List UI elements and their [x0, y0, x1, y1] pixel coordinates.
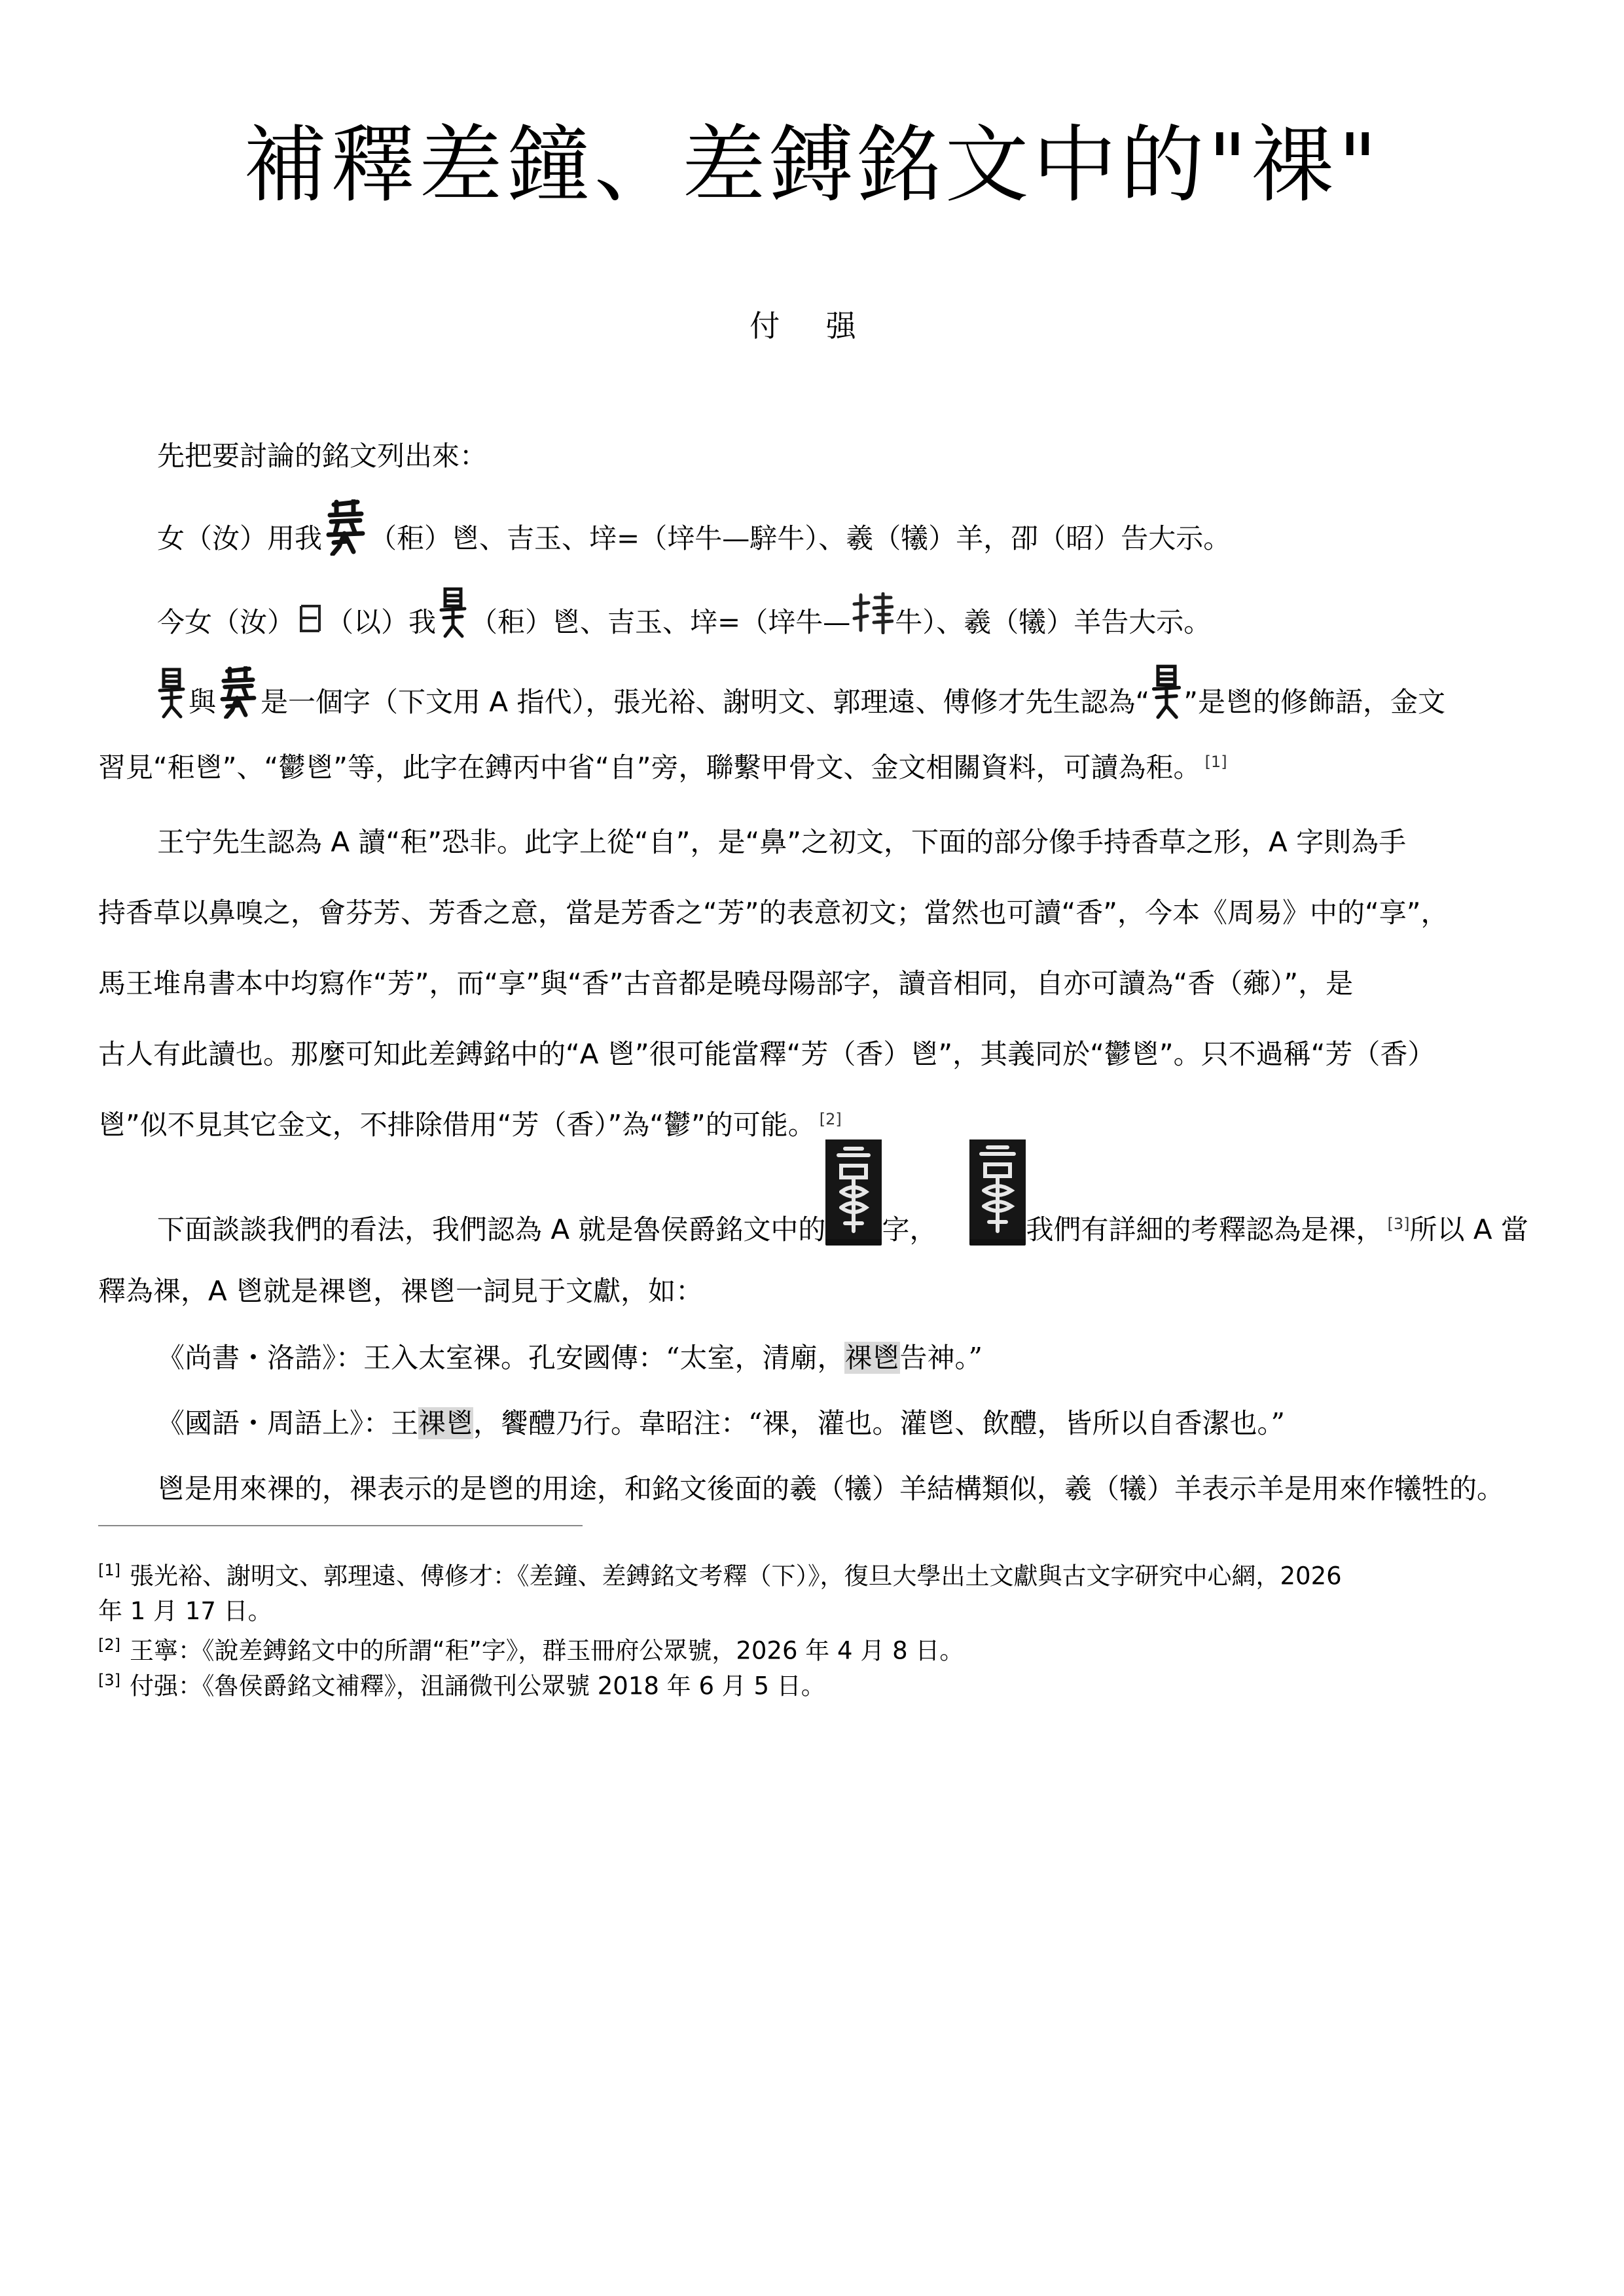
author: 付 强: [749, 308, 875, 344]
intro-text: 先把要討論的銘文列出來：: [157, 440, 488, 472]
inscription-1-b: （秬）鬯、吉玉、垶=（垶牛—騂牛）、羲（犧）羊，卲（昭）告大示。: [369, 522, 1231, 554]
ancient-glyph-a-variant-2: [439, 586, 467, 639]
quote-shangshu: [157, 1336, 983, 1376]
ancient-glyph-yi: [297, 602, 323, 635]
para-2-line-3: 馬王堆帛書本中均寫作“芳”，而“享”與“香”古音都是曉母陽部字，讀音相同，自亦可讀為“香（薌）”，是: [98, 967, 1354, 999]
quote-1-a: 《尚書・洛誥》：王入太室祼。孔安國傳：“太室，清廟，: [157, 1342, 845, 1374]
para-3-b: 字，: [882, 1213, 937, 1246]
inscription-1: [157, 517, 1231, 556]
ancient-glyph-xing: [852, 592, 893, 634]
footnote-3-text: 付强：《魯侯爵銘文補釋》，沮誦微刊公眾號 2018 年 6 月 5 日。: [130, 1672, 825, 1700]
quote-2-a: 《國語・周語上》：王: [157, 1407, 419, 1439]
page-title: 補釋差鐘、差鎛銘文中的"祼": [243, 117, 1381, 214]
para-1-b: 是一個字（下文用 A 指代），張光裕、謝明文、郭理遠、傅修才先生認為“: [261, 686, 1150, 718]
para-1-line-2: [98, 746, 1227, 785]
para-1-d: 習見“秬鬯”、“鬱鬯”等，此字在鎛丙中省“自”旁，聯繫甲骨文、金文相關資料，可讀為秬。: [98, 751, 1201, 783]
para-3-a: 下面談談我們的看法，我們認為 A 就是魯侯爵銘文中的: [157, 1213, 826, 1246]
footnote-separator: [98, 1525, 583, 1526]
para-2-line-1: 王宁先生認為 A 讀“秬”恐非。此字上從“自”，是“鼻”之初文，下面的部分像手持香草之形，A 字則為手: [157, 826, 1407, 858]
footnote-ref-2[interactable]: [2]: [819, 1110, 842, 1128]
para-1-line-1: [157, 681, 1445, 720]
footnote-1-number: [1]: [98, 1561, 120, 1579]
footnote-3: [98, 1662, 1525, 1704]
bronze-rubbing-image-2: [969, 1139, 1026, 1246]
footnote-ref-3[interactable]: [3]: [1387, 1215, 1410, 1233]
para-2-line-5-text: 鬯”似不見其它金文，不排除借用“芳（香）”為“鬱”的可能。: [98, 1109, 816, 1141]
inscription-2-c: （秬）鬯、吉玉、垶=（垶牛—: [470, 606, 851, 638]
inscription-2-d: 牛）、羲（犧）羊告大示。: [895, 606, 1212, 638]
para-1-c: ”是鬯的修飾語，金文: [1183, 686, 1445, 718]
para-2-line-4: 古人有此讀也。那麼可知此差鎛銘中的“A 鬯”很可能當釋“芳（香）鬯”，其義同於“鬱鬯”。只不過稱“芳（香）: [98, 1038, 1435, 1070]
inscription-2-a: 今女（汝）: [157, 606, 295, 638]
para-1-a: 與: [189, 686, 217, 718]
para-3-c: 我們有詳細的考釋認為是祼，: [1026, 1213, 1384, 1246]
footnote-1: [98, 1552, 1525, 1629]
para-3-line-2: 釋為祼，A 鬯就是祼鬯，祼鬯一詞見于文獻，如：: [98, 1275, 704, 1307]
footnote-1-text: 張光裕、謝明文、郭理遠、傅修才：《差鐘、差鎛銘文考釋（下）》，復旦大學出土文獻與古文字研究中心網，2026: [130, 1562, 1342, 1590]
footnote-2-number: [2]: [98, 1636, 120, 1654]
ancient-glyph-a-variant-2: [157, 667, 186, 719]
quote-guoyu: [157, 1402, 1285, 1441]
inscription-1-a: 女（汝）用我: [157, 522, 323, 554]
para-2-line-5: [98, 1103, 842, 1143]
quote-2-b: ，饗醴乃行。韋昭注：“祼，灌也。灌鬯、飲醴，皆所以自香潔也。”: [473, 1407, 1285, 1439]
ancient-glyph-a-variant-1: [219, 666, 258, 719]
para-2-line-2: 持香草以鼻嗅之，會芬芳、芳香之意，當是芳香之“芳”的表意初文；當然也可讀“香”，今本《周易》中的“享”，: [98, 897, 1449, 929]
footnote-1-text-cont: 年 1 月 17 日。: [98, 1597, 272, 1626]
footnote-2-text: 王寧：《說差鎛銘文中的所謂“秬”字》，群玉冊府公眾號，2026 年 4 月 8 日。: [130, 1636, 964, 1665]
inscription-2: [157, 601, 1211, 640]
quote-1-highlight: 祼鬯: [844, 1342, 900, 1374]
para-4: 鬯是用來祼的，祼表示的是鬯的用途，和銘文後面的羲（犧）羊結構類似，羲（犧）羊表示羊是用來作犧牲的。: [157, 1473, 1505, 1505]
quote-1-b: 告神。”: [899, 1342, 983, 1374]
para-3-d: 所以 A 當: [1409, 1213, 1528, 1246]
ancient-glyph-a-variant-2: [1151, 664, 1182, 720]
inscription-2-b: （以）我: [326, 606, 437, 638]
para-3-line-1: [157, 1208, 1528, 1247]
bronze-rubbing-image-1: [825, 1139, 882, 1246]
footnote-3-number: [3]: [98, 1671, 120, 1689]
quote-2-highlight: 祼鬯: [418, 1407, 474, 1439]
ancient-glyph-a-variant-1: [325, 499, 367, 556]
footnote-ref-1[interactable]: [1]: [1204, 753, 1227, 771]
